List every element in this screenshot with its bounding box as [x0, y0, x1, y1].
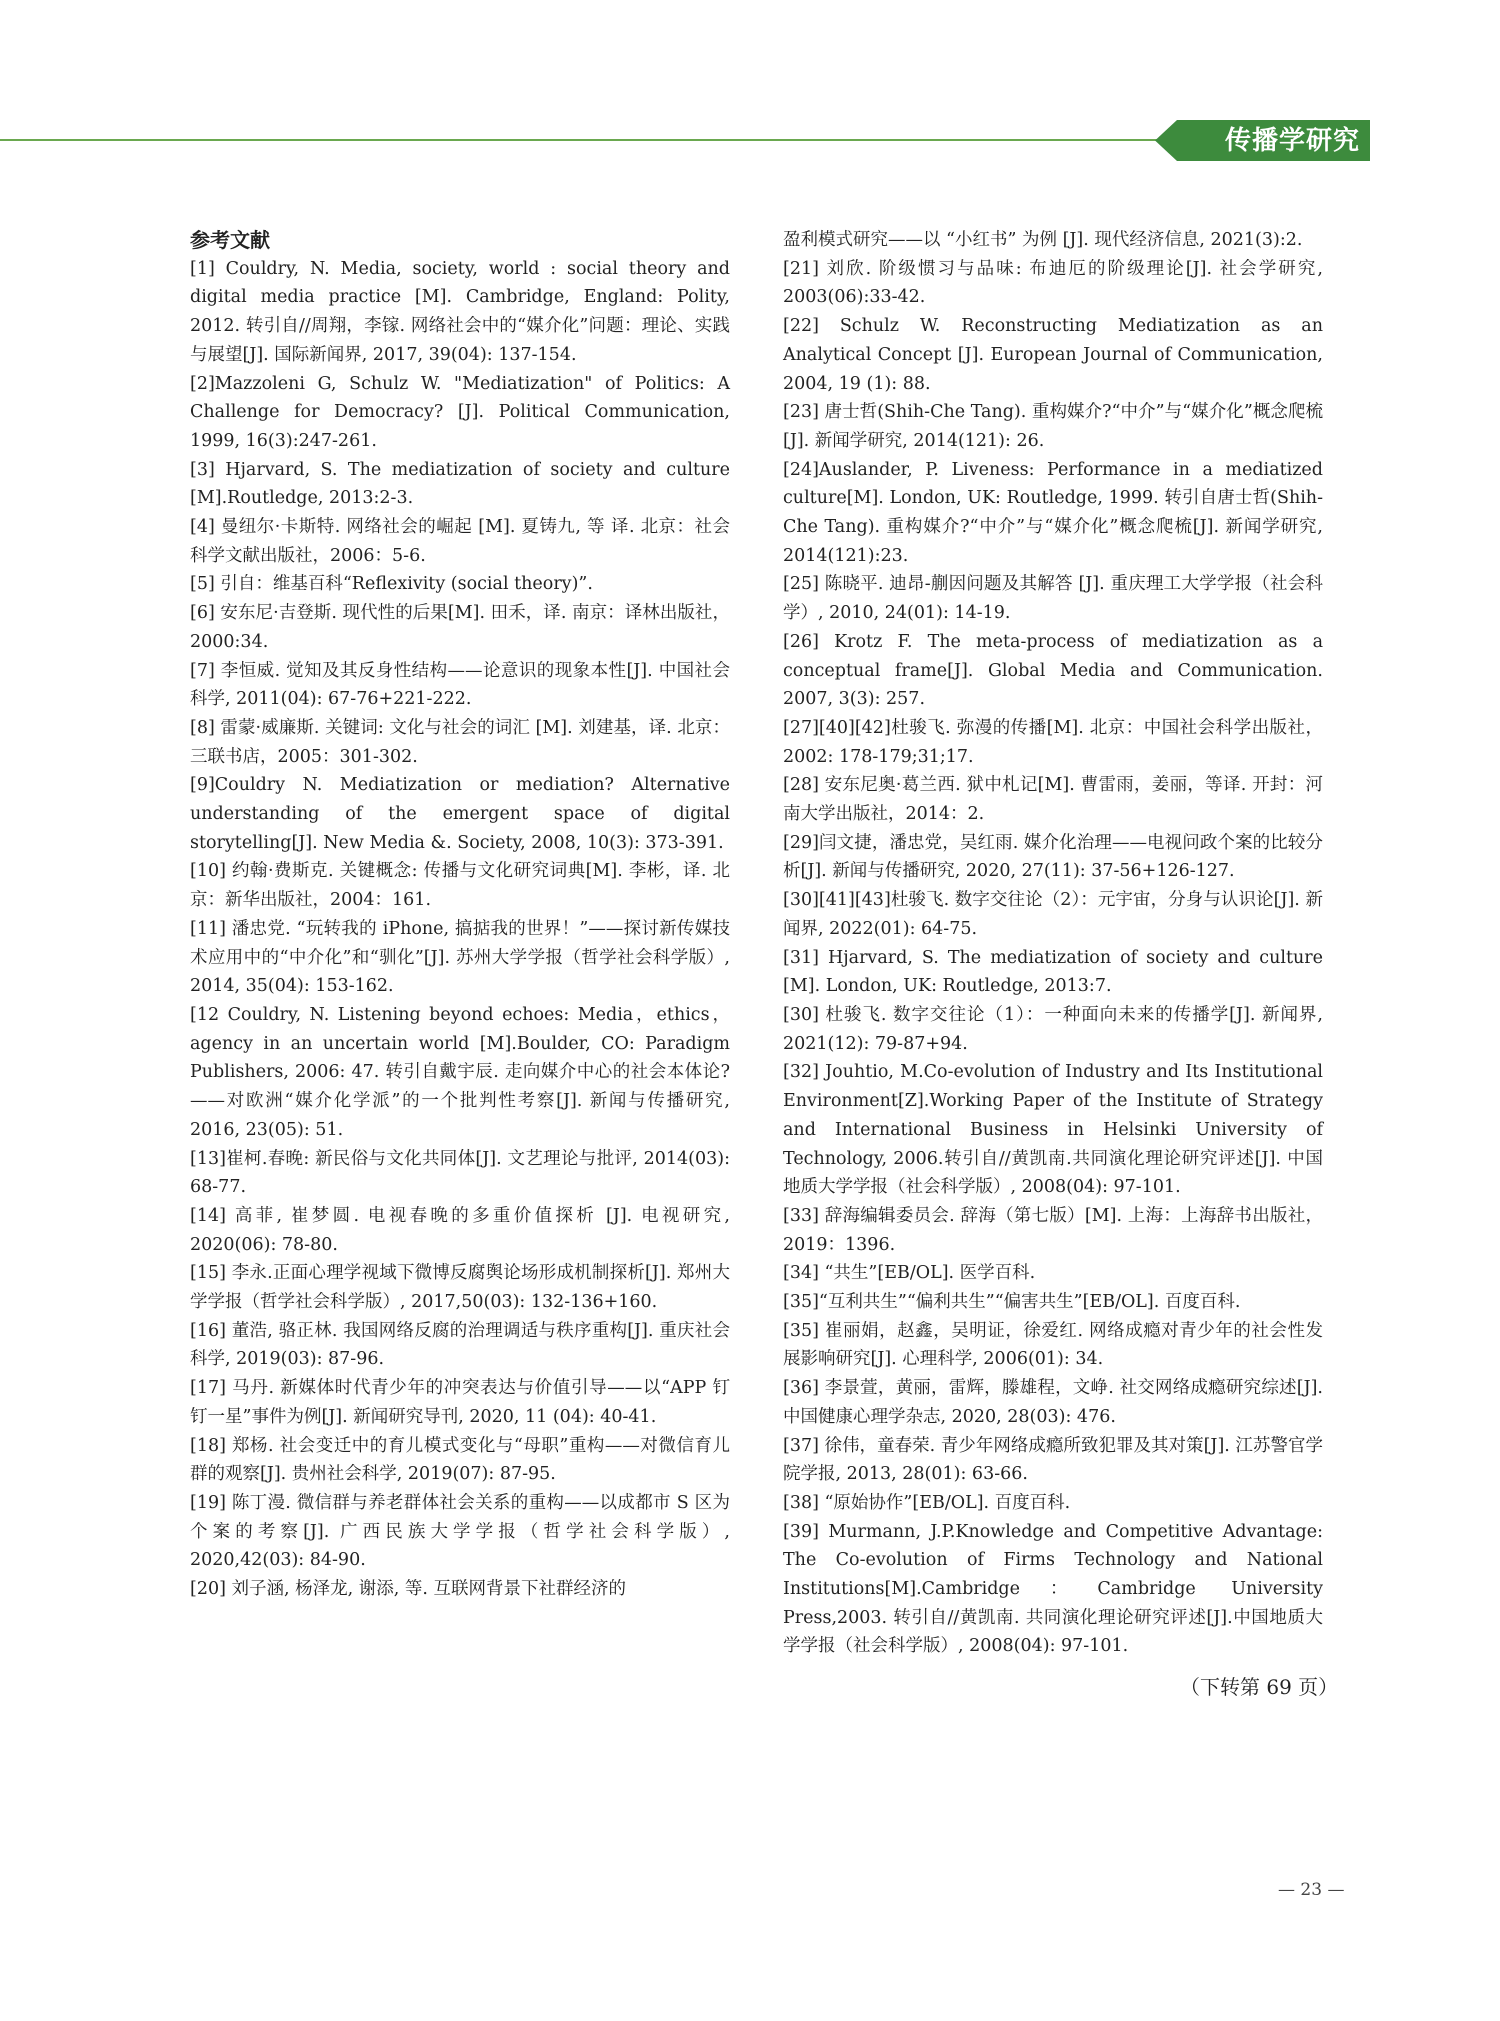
- reference-entry: [36] 李景萱，黄丽，雷辉，滕雄程，文峥. 社交网络成瘾研究综述[J]. 中国健康心理学杂志, 2020, 28(03): 476.: [783, 1378, 1323, 1427]
- reference-entry: [8] 雷蒙·威廉斯. 关键词: 文化与社会的词汇 [M]. 刘建基，译. 北京：三联书店，2005：301-302.: [190, 717, 730, 767]
- reference-entry: [30][41][43]杜骏飞. 数字交往论（2）：元宇宙，分身与认识论[J]. 新闻界, 2022(01): 64-75.: [783, 890, 1323, 939]
- reference-entry: [31] Hjarvard, S. The mediatization of society and culture [M]. London, UK: Routledge, 2013:7.: [783, 947, 1323, 997]
- reference-entry: [29]闫文捷，潘忠党，吴红雨. 媒介化治理——电视问政个案的比较分析[J]. 新闻与传播研究, 2020, 27(11): 37-56+126-127.: [783, 832, 1323, 882]
- page-number: — 23 —: [1278, 1880, 1345, 1900]
- reference-entry: [28] 安东尼奥·葛兰西. 狱中札记[M]. 曹雷雨，姜丽，等译. 开封：河南大学出版社，2014：2.: [783, 775, 1323, 825]
- reference-entry: [13]崔柯.春晚: 新民俗与文化共同体[J]. 文艺理论与批评, 2014(03): 68-77.: [190, 1148, 730, 1198]
- reference-entry: [22] Schulz W. Reconstructing Mediatization as an Analytical Concept [J]. European Journal of Communication, 2004, 19 (1): 88.: [783, 316, 1323, 394]
- reference-entry: [32] Jouhtio, M.Co-evolution of Industry and Its Institutional Environment[Z].Working Paper of the Institute of Strategy and International Business in Helsinki University of Technology, 2006.转引自//黄凯南.共同演化理论研究评述[J]. 中国地质大学学报（社会科学版）, 2008(04): 97-101.: [783, 1062, 1323, 1198]
- reference-entry: [26] Krotz F. The meta-process of mediatization as a conceptual frame[J]. Global Media and Communication. 2007, 3(3): 257.: [783, 631, 1323, 710]
- reference-entry: [23] 唐士哲(Shih-Che Tang). 重构媒介?“中介”与“媒介化”概念爬梳[J]. 新闻学研究, 2014(121): 26.: [783, 402, 1323, 451]
- reference-entry: [30] 杜骏飞. 数字交往论（1）：一种面向未来的传播学[J]. 新闻界, 2021(12): 79-87+94.: [783, 1004, 1323, 1054]
- left-reference-list: [190, 255, 730, 1604]
- left-column: [190, 226, 730, 1604]
- reference-entry: [9]Couldry N. Mediatization or mediation? Alternative understanding of the emergent space of digital storytelling[J]. New Media &. Society, 2008, 10(3): 373-391.: [190, 775, 730, 853]
- reference-entry: [35] 崔丽娟，赵鑫，吴明证，徐爱红. 网络成瘾对青少年的社会性发展影响研究[J]. 心理科学, 2006(01): 34.: [783, 1320, 1323, 1370]
- right-column: [783, 226, 1323, 1661]
- reference-entry: [21] 刘欣. 阶级惯习与品味: 布迪厄的阶级理论[J]. 社会学研究, 2003(06):33-42.: [783, 258, 1323, 308]
- reference-entry: [1] Couldry, N. Media, society, world : social theory and digital media practice [M]. Cambridge, England: Polity, 2012. 转引自//周翔，李镓. 网络社会中的“媒介化”问题：理论、实践与展望[J]. 国际新闻界, 2017, 39(04): 137-154.: [190, 258, 730, 365]
- reference-entry: [3] Hjarvard, S. The mediatization of society and culture [M].Routledge, 2013:2-3.: [190, 459, 730, 509]
- reference-entry: [7] 李恒威. 觉知及其反身性结构——论意识的现象本性[J]. 中国社会科学, 2011(04): 67-76+221-222.: [190, 660, 730, 710]
- reference-entry: [24]Auslander, P. Liveness: Performance in a mediatized culture[M]. London, UK: Routledge, 1999. 转引自唐士哲(Shih-Che Tang). 重构媒介?“中介”与“媒介化”概念爬梳[J]. 新闻学研究, 2014(121):23.: [783, 459, 1323, 566]
- reference-entry: [15] 李永.正面心理学视域下微博反腐舆论场形成机制探析[J]. 郑州大学学报（哲学社会科学版）, 2017,50(03): 132-136+160.: [190, 1263, 730, 1313]
- reference-entry: [20] 刘子涵, 杨泽龙, 谢添, 等. 互联网背景下社群经济的: [190, 1579, 626, 1600]
- header-rule: [0, 139, 1180, 141]
- reference-entry: [14] 高菲, 崔梦圆. 电视春晚的多重价值探析 [J]. 电视研究, 2020(06): 78-80.: [190, 1205, 730, 1255]
- right-reference-list: [783, 226, 1323, 1661]
- continued-note: （下转第 69 页）: [1180, 1675, 1339, 1699]
- reference-entry: [6] 安东尼·吉登斯. 现代性的后果[M]. 田禾，译. 南京：译林出版社，2000:34.: [190, 603, 730, 652]
- reference-entry: [17] 马丹. 新媒体时代青少年的冲突表达与价值引导——以“APP 钉钉一星”事件为例[J]. 新闻研究导刊, 2020, 11 (04): 40-41.: [190, 1378, 730, 1427]
- reference-entry: [19] 陈丁漫. 微信群与养老群体社会关系的重构——以成都市 S 区为个案的考察[J]. 广西民族大学学报（哲学社会科学版）, 2020,42(03): 84-90.: [190, 1492, 730, 1571]
- reference-entry: [4] 曼纽尔·卡斯特. 网络社会的崛起 [M]. 夏铸九, 等 译. 北京：社会科学文献出版社，2006：5-6.: [190, 517, 730, 566]
- reference-entry: [34] “共生”[EB/OL]. 医学百科.: [783, 1263, 1036, 1284]
- reference-entry: [37] 徐伟，童春荣. 青少年网络成瘾所致犯罪及其对策[J]. 江苏警官学院学报, 2013, 28(01): 63-66.: [783, 1435, 1323, 1485]
- reference-entry: [16] 董浩, 骆正林. 我国网络反腐的治理调适与秩序重构[J]. 重庆社会科学, 2019(03): 87-96.: [190, 1320, 730, 1370]
- reference-entry: [38] “原始协作”[EB/OL]. 百度百科.: [783, 1492, 1071, 1513]
- reference-entry: [39] Murmann, J.P.Knowledge and Competitive Advantage: The Co-evolution of Firms Technology and National Institutions[M].Cambridge：Cambridge University Press,2003. 转引自//黄凯南. 共同演化理论研究评述[J].中国地质大学学报（社会科学版）, 2008(04): 97-101.: [783, 1521, 1323, 1657]
- reference-entry: [2]Mazzoleni G, Schulz W. "Mediatization" of Politics: A Challenge for Democracy? [J]. Political Communication, 1999, 16(3):247-261.: [190, 373, 730, 451]
- reference-entry: [27][40][42]杜骏飞. 弥漫的传播[M]. 北京：中国社会科学出版社，2002: 178-179;31;17.: [783, 717, 1323, 767]
- reference-entry: [12 Couldry, N. Listening beyond echoes: Media，ethics，agency in an uncertain world [M].Boulder, CO: Paradigm Publishers, 2006: 47. 转引自戴宇辰. 走向媒介中心的社会本体论? ——对欧洲“媒介化学派”的一个批判性考察[J]. 新闻与传播研究, 2016, 23(05): 51.: [190, 1004, 730, 1140]
- reference-entry: [11] 潘忠党. “玩转我的 iPhone, 搞掂我的世界！”——探讨新传媒技术应用中的“中介化”和“驯化”[J]. 苏州大学学报（哲学社会科学版）, 2014, 35(04): 153-162.: [190, 918, 730, 997]
- references-heading: 参考文献: [190, 228, 270, 252]
- section-title: 传播学研究: [1225, 126, 1361, 156]
- reference-entry: 盈利模式研究——以 “小红书” 为例 [J]. 现代经济信息, 2021(3):2.: [783, 230, 1303, 250]
- reference-entry: [5] 引自：维基百科“Reflexivity (social theory)”.: [190, 574, 593, 595]
- reference-entry: [35]“互利共生”“偏利共生”“偏害共生”[EB/OL]. 百度百科.: [783, 1292, 1241, 1313]
- reference-entry: [25] 陈晓平. 迪昂-蒯因问题及其解答 [J]. 重庆理工大学学报（社会科学）, 2010, 24(01): 14-19.: [783, 574, 1323, 624]
- reference-entry: [18] 郑杨. 社会变迁中的育儿模式变化与“母职”重构——对微信育儿群的观察[J]. 贵州社会科学, 2019(07): 87-95.: [190, 1435, 730, 1485]
- reference-entry: [10] 约翰·费斯克. 关键概念: 传播与文化研究词典[M]. 李彬，译. 北京：新华出版社，2004：161.: [190, 861, 730, 911]
- reference-entry: [33] 辞海编辑委员会. 辞海（第七版）[M]. 上海：上海辞书出版社，2019：1396.: [783, 1205, 1323, 1255]
